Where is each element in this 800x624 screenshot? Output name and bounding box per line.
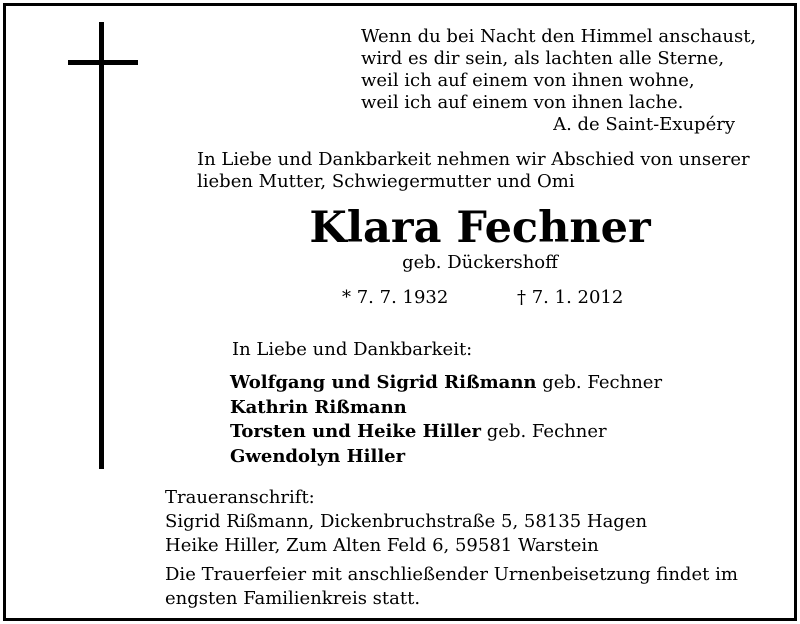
- mourner-entry: [230, 371, 662, 396]
- poem: [361, 26, 756, 114]
- cross-horizontal-bar: [68, 60, 138, 65]
- closing-line: engsten Familienkreis statt.: [165, 588, 421, 609]
- mourner-suffix: geb. Fechner: [481, 421, 607, 442]
- closing-line: Die Trauerfeier mit anschließender Urnenbeisetzung findet im: [165, 564, 738, 585]
- intro-line: lieben Mutter, Schwiegermutter und Omi: [197, 171, 575, 192]
- birth-date: * 7. 7. 1932: [342, 287, 449, 308]
- mourner-entry: [230, 396, 662, 421]
- mourner-entry: [230, 445, 662, 470]
- mourner-entry: [230, 420, 662, 445]
- death-date: † 7. 1. 2012: [517, 287, 624, 308]
- intro-text: [197, 149, 750, 193]
- poem-line: weil ich auf einem von ihnen wohne,: [361, 70, 695, 91]
- deceased-name: Klara Fechner: [309, 203, 651, 253]
- mourners-list: [230, 371, 662, 469]
- poem-line: Wenn du bei Nacht den Himmel anschaust,: [361, 26, 757, 47]
- mourning-address: [165, 486, 647, 558]
- poem-line: weil ich auf einem von ihnen lache.: [361, 92, 684, 113]
- intro-line: In Liebe und Dankbarkeit nehmen wir Abschied von unserer: [197, 149, 750, 170]
- mourner-name: Torsten und Heike Hiller: [230, 421, 482, 442]
- closing-text: [165, 563, 738, 611]
- mourner-name: Gwendolyn Hiller: [230, 445, 406, 467]
- birth-name: geb. Dückershoff: [402, 252, 558, 273]
- poem-line: wird es dir sein, als lachten alle Sterne,: [361, 48, 725, 69]
- address-line: Sigrid Rißmann, Dickenbruchstraße 5, 58135 Hagen: [165, 511, 648, 532]
- mourner-suffix: geb. Fechner: [536, 372, 663, 393]
- mourner-name: Kathrin Rißmann: [230, 396, 407, 418]
- address-line: Heike Hiller, Zum Alten Feld 6, 59581 Warstein: [165, 535, 599, 556]
- mourner-name: Wolfgang und Sigrid Rißmann: [230, 372, 537, 393]
- poem-author: A. de Saint-Exupéry: [553, 114, 735, 135]
- mourners-heading: In Liebe und Dankbarkeit:: [232, 339, 473, 360]
- address-heading: Traueranschrift:: [165, 487, 315, 508]
